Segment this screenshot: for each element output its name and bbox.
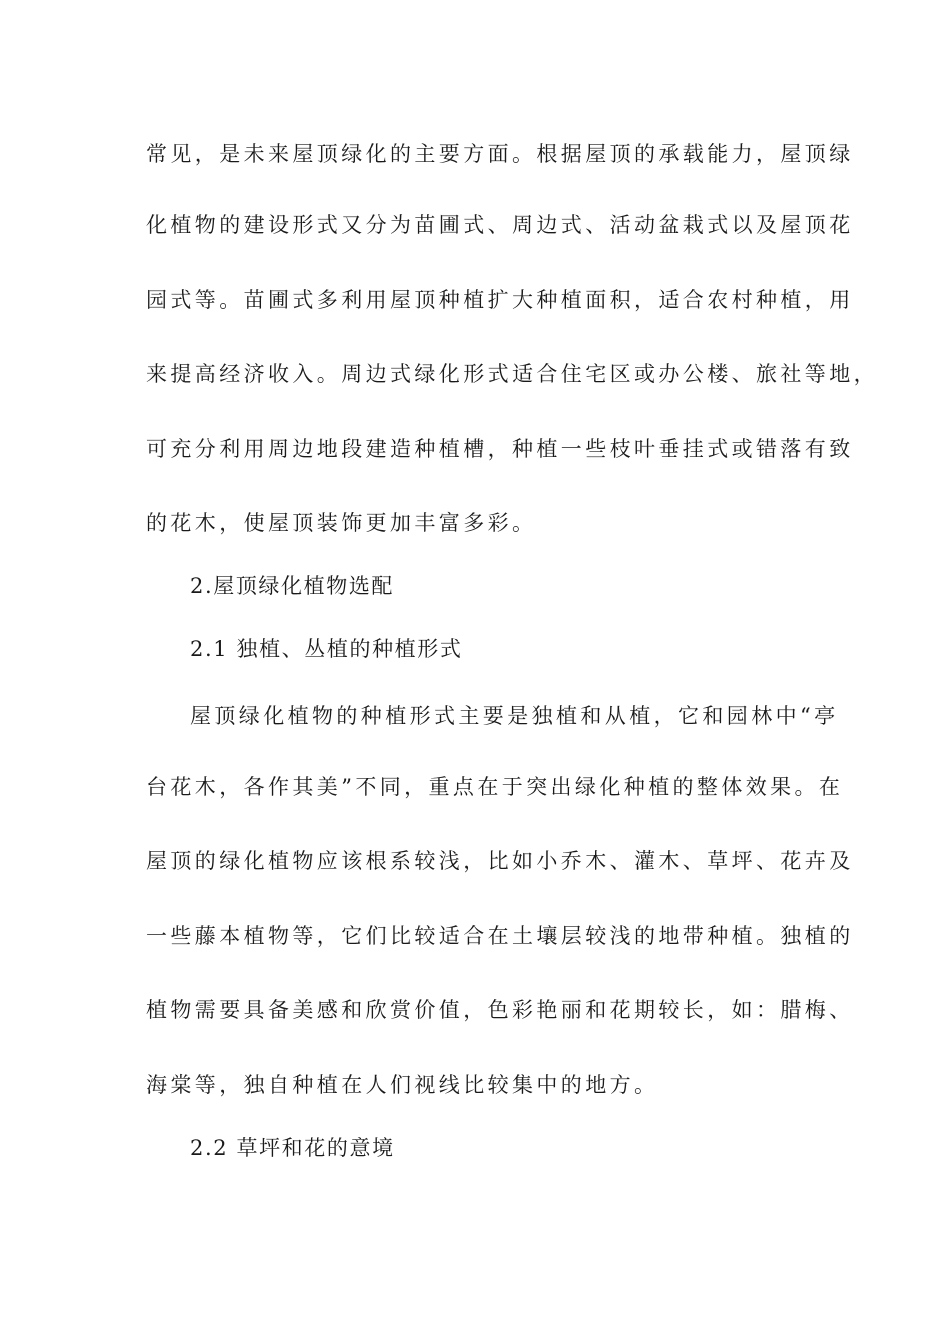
paragraph-line: 台花木，各作其美”不同，重点在于突出绿化种植的整体效果。在 [146,775,844,799]
paragraph-line: 园式等。苗圃式多利用屋顶种植扩大种植面积，适合农村种植，用 [146,288,854,312]
paragraph-line: 屋顶的绿化植物应该根系较浅，比如小乔木、灌木、草坪、花卉及 [146,849,854,873]
paragraph-line: 的花木，使屋顶装饰更加丰富多彩。 [146,511,537,535]
subsection-heading: 2.2 草坪和花的意境 [190,1136,395,1160]
paragraph-line: 屋顶绿化植物的种植形式主要是独植和从植，它和园林中“亭 [190,704,839,728]
paragraph-line: 海棠等，独自种植在人们视线比较集中的地方。 [146,1073,659,1097]
paragraph-line: 一些藤本植物等，它们比较适合在土壤层较浅的地带种植。独植的 [146,924,854,948]
subsection-heading: 2.1 独植、丛植的种植形式 [190,637,463,661]
paragraph-line: 化植物的建设形式又分为苗圃式、周边式、活动盆栽式以及屋顶花 [146,213,854,237]
paragraph-line: 植物需要具备美感和欣赏价值，色彩艳丽和花期较长，如：腊梅、 [146,998,854,1022]
paragraph-line: 常见，是未来屋顶绿化的主要方面。根据屋顶的承载能力，屋顶绿 [146,142,854,166]
paragraph-line: 可充分利用周边地段建造种植槽，种植一些枝叶垂挂式或错落有致 [146,437,854,461]
section-heading: 2.屋顶绿化植物选配 [190,574,395,598]
paragraph-line: 来提高经济收入。周边式绿化形式适合住宅区或办公楼、旅社等地， [146,362,878,386]
